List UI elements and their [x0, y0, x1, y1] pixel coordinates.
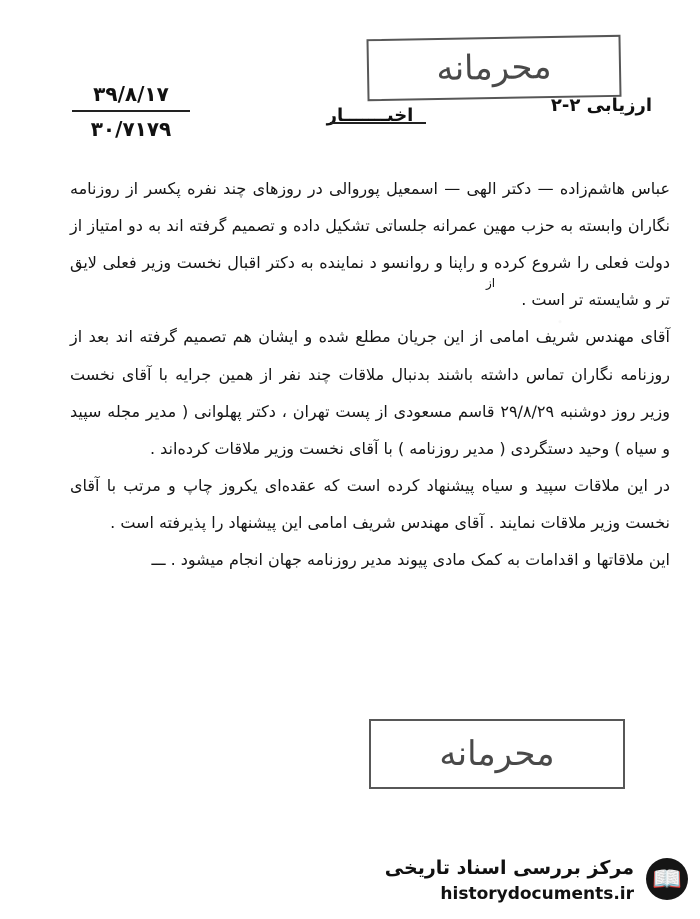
inserted-word: از	[486, 276, 496, 290]
confidential-stamp-bottom-text: محرمانه	[439, 734, 555, 774]
logo-url: historydocuments.ir	[440, 884, 634, 904]
body-paragraph-1: عباس هاشم‌زاده — دکتر الهی — اسمعیل پورو‌الی در روزهای چند نفره پکسر از روزنامه نگاران وابسته به حزب مهین عمرانه جلساتی تشکیل داده و تصمیم گرفته اند به دو امتیاز از دولت فعلی را شروع کرده و راپنا و روانسو د نماینده به دکتر اقبال نخست وزیر فعلی لایق تر و شایسته تر است .	[70, 179, 670, 310]
document-date-2: ۳۰/۷۱۷۹	[90, 117, 172, 141]
body-paragraph-2: آقای مهندس شریف امامی از این جریان مطلع شده و ایشان هم تصمیم گرفته اند بعد از روزنامه نگاران تماس داشته باشند بدنبال ملاقات چند نفر از همین جرایه با آقای نخست وزیر روز دوشنبه ۲۹/۸/۲۹ قاسم مسعودی از پست تهران ، دکتر پهلوانی ( مدیر مجله سپید و سیاه ) وحید دستگردی ( مدیر روزنامه ) با آقای نخست وزیر ملاقات کرده‌اند .	[70, 327, 670, 458]
body-paragraph-3: در این ملاقات سپید و سیاه پیشنهاد کرده است که عقده‌ای یکروز چاپ و مرتب با آقای نخست وزیر ملاقات نمایند . آقای مهندس شریف امامی این پیشنهاد را پذیرفته است .	[70, 475, 670, 532]
document-dates	[72, 81, 190, 143]
confidential-stamp-top-text: محرمانه	[436, 46, 552, 90]
confidential-stamp-top	[366, 35, 621, 101]
body-paragraph-4: این ملاقاتها و اقدامات به کمک مادی پیوند مدیر روزنامه جهان انجام میشود . ـــ	[151, 550, 670, 570]
document-classification: اخبـــــــار	[314, 105, 426, 126]
document-reference: ارزیابی ۲-۲	[550, 95, 652, 116]
confidential-stamp-bottom	[369, 719, 625, 789]
document-date-1: ۳۹/۸/۱۷	[72, 81, 190, 112]
book-icon: 📖	[646, 858, 688, 900]
footer-logo	[384, 855, 692, 911]
logo-title: مرکز بررسی اسناد تاریخی	[384, 857, 634, 879]
document-body	[70, 170, 670, 578]
